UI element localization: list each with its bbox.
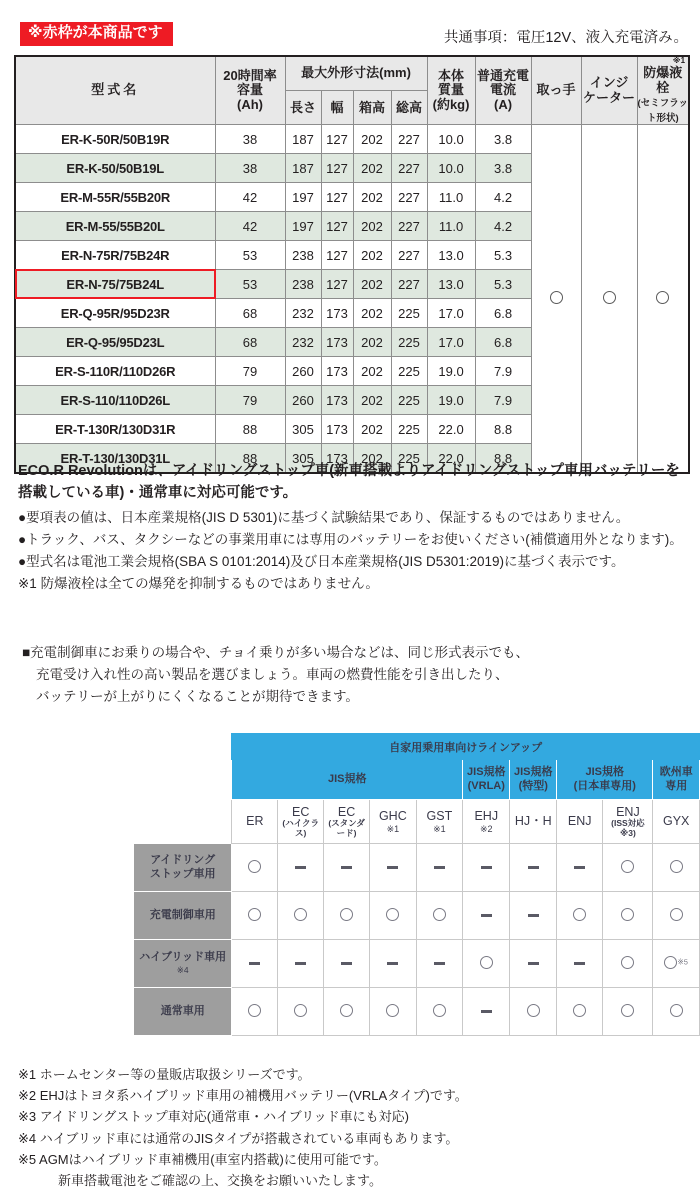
header-indicator-line2: ケーター bbox=[583, 89, 636, 105]
cell-length: 238 bbox=[285, 270, 321, 299]
cell-charge-current: 6.8 bbox=[475, 299, 531, 328]
header-length: 長さ bbox=[285, 91, 321, 125]
circle-mark-icon bbox=[573, 1004, 586, 1017]
dash-mark-icon bbox=[387, 866, 398, 869]
footnotes-block bbox=[18, 1064, 690, 1191]
cell-length: 260 bbox=[285, 386, 321, 415]
lineup-mark-cell bbox=[278, 940, 324, 988]
header-capacity-line2: 容量 bbox=[236, 82, 263, 98]
lineup-mark-cell bbox=[232, 844, 278, 892]
lineup-group-vrla bbox=[463, 760, 510, 800]
cell-indicator-mark bbox=[581, 125, 637, 473]
top-banner-row bbox=[0, 22, 700, 48]
cell-box-height: 202 bbox=[353, 125, 391, 154]
lineup-code-5 bbox=[416, 800, 462, 844]
lineup-mark-cell bbox=[603, 988, 653, 1036]
lineup-mark-cell bbox=[463, 940, 510, 988]
cell-total-height: 227 bbox=[391, 154, 427, 183]
lineup-mark-cell bbox=[324, 988, 370, 1036]
dash-mark-icon bbox=[574, 962, 585, 965]
cell-capacity: 53 bbox=[215, 270, 285, 299]
lineup-group-european-line1: 欧州車 bbox=[659, 766, 693, 779]
lineup-group-row bbox=[134, 760, 700, 800]
spec-note-bullet-3: ●型式名は電池工業会規格(SBA S 0101:2014)及び日本産業規格(JIS D5301:2019)に基づく表示です。 bbox=[18, 553, 625, 569]
lineup-mark-cell bbox=[603, 892, 653, 940]
header-mass-line1: 本体 bbox=[438, 67, 465, 83]
cell-total-height: 227 bbox=[391, 125, 427, 154]
lineup-group-japanese bbox=[557, 760, 653, 800]
dash-mark-icon bbox=[387, 962, 398, 965]
lineup-group-special-line2: (特型) bbox=[518, 779, 548, 792]
cell-total-height: 225 bbox=[391, 357, 427, 386]
circle-mark-icon bbox=[603, 291, 616, 304]
circle-mark-icon bbox=[386, 1004, 399, 1017]
lineup-mark-cell bbox=[370, 844, 417, 892]
lineup-mark-cell bbox=[416, 988, 462, 1036]
lineup-code-7 bbox=[510, 800, 557, 844]
lineup-mark-cell bbox=[653, 940, 700, 988]
cell-capacity: 79 bbox=[215, 357, 285, 386]
lineup-row-label-line1: 通常車用 bbox=[160, 1004, 205, 1017]
circle-mark-icon bbox=[527, 1004, 540, 1017]
header-charge-line1: 普通充電 bbox=[477, 67, 530, 83]
common-spec-note: 共通事項：電圧12V、液入充電済み。 bbox=[443, 30, 688, 46]
cell-box-height: 202 bbox=[353, 183, 391, 212]
circle-mark-icon bbox=[294, 1004, 307, 1017]
lineup-row-label-line1: 充電制御車用 bbox=[149, 908, 216, 921]
circle-mark-icon bbox=[340, 1004, 353, 1017]
cell-width: 173 bbox=[321, 299, 353, 328]
circle-mark-icon bbox=[573, 908, 586, 921]
header-mass bbox=[427, 56, 475, 125]
lineup-code-sub: ※2 bbox=[480, 823, 493, 834]
dash-mark-icon bbox=[574, 866, 585, 869]
dash-mark-icon bbox=[528, 914, 539, 917]
cell-total-height: 225 bbox=[391, 328, 427, 357]
lineup-code-main: ENJ bbox=[616, 804, 640, 819]
eco-r-lead-line1: ECO.R Revolutionは、アイドリングストップ車(新車搭載よりアイドリングストップ車用バッテリーを bbox=[18, 463, 680, 479]
lineup-group-japanese-line1: JIS規格 bbox=[585, 766, 624, 779]
circle-mark-icon bbox=[621, 908, 634, 921]
lineup-code-main: EHJ bbox=[474, 809, 499, 824]
spec-notes-block bbox=[18, 460, 690, 594]
lineup-mark-cell bbox=[324, 844, 370, 892]
charge-control-note-line3: バッテリーが上がりにくくなることが期待できます。 bbox=[36, 688, 359, 704]
charge-control-notes-block bbox=[22, 642, 694, 708]
lineup-row-label bbox=[134, 892, 232, 940]
lineup-row-label bbox=[134, 844, 232, 892]
cell-length: 305 bbox=[285, 444, 321, 473]
cell-capacity: 38 bbox=[215, 154, 285, 183]
lineup-row-label bbox=[134, 988, 232, 1036]
circle-mark-icon bbox=[621, 956, 634, 969]
dash-mark-icon bbox=[295, 866, 306, 869]
cell-total-height: 225 bbox=[391, 415, 427, 444]
cell-handle-mark bbox=[531, 125, 581, 473]
eco-r-lead-text bbox=[18, 460, 690, 505]
lineup-row bbox=[134, 844, 700, 892]
cell-charge-current: 7.9 bbox=[475, 386, 531, 415]
lineup-row-label-line2: ストップ車用 bbox=[149, 867, 216, 880]
cell-box-height: 202 bbox=[353, 444, 391, 473]
header-model-name: 型式名 bbox=[15, 56, 215, 125]
cell-box-height: 202 bbox=[353, 154, 391, 183]
circle-mark-icon bbox=[248, 1004, 261, 1017]
cell-width: 173 bbox=[321, 415, 353, 444]
lineup-code-main: EC bbox=[292, 804, 310, 819]
cell-mass: 13.0 bbox=[427, 241, 475, 270]
lineup-table-container bbox=[133, 733, 700, 1036]
lineup-code-sub: (スタンダード) bbox=[328, 817, 365, 838]
footnote-5: ※5 AGMはハイブリッド車補機用(車室内搭載)に使用可能です。 bbox=[18, 1151, 387, 1167]
lineup-code-main: GST bbox=[426, 809, 453, 824]
lineup-mark-cell bbox=[463, 892, 510, 940]
cell-length: 197 bbox=[285, 183, 321, 212]
cell-length: 232 bbox=[285, 299, 321, 328]
cell-charge-current: 6.8 bbox=[475, 328, 531, 357]
header-explosion-proof-vent bbox=[637, 56, 689, 125]
cell-mass: 19.0 bbox=[427, 357, 475, 386]
lineup-code-8 bbox=[557, 800, 603, 844]
cell-capacity: 79 bbox=[215, 386, 285, 415]
charge-control-note-line2: 充電受け入れ性の高い製品を選びましょう。車両の燃費性能を引き出したり、 bbox=[36, 666, 509, 682]
dash-mark-icon bbox=[481, 1010, 492, 1013]
cell-model-name: ER-M-55/55B20L bbox=[15, 212, 215, 241]
dash-mark-icon bbox=[249, 962, 260, 965]
lineup-row bbox=[134, 940, 700, 988]
header-charge-line2: 電流 bbox=[490, 82, 517, 98]
lineup-code-sub: (ハイクラス) bbox=[282, 817, 320, 838]
dash-mark-icon bbox=[528, 866, 539, 869]
cell-box-height: 202 bbox=[353, 386, 391, 415]
header-box-height: 箱高 bbox=[353, 91, 391, 125]
header-handle: 取っ手 bbox=[531, 56, 581, 125]
circle-mark-icon bbox=[433, 1004, 446, 1017]
cell-mass: 10.0 bbox=[427, 154, 475, 183]
lineup-code-main: ER bbox=[246, 814, 264, 829]
dash-mark-icon bbox=[341, 962, 352, 965]
cell-model-name: ER-K-50/50B19L bbox=[15, 154, 215, 183]
cell-model-name: ER-Q-95/95D23L bbox=[15, 328, 215, 357]
cell-model-name: ER-N-75/75B24L bbox=[15, 270, 215, 299]
circle-mark-icon bbox=[670, 1004, 683, 1017]
dash-mark-icon bbox=[434, 866, 445, 869]
circle-mark-icon bbox=[550, 291, 563, 304]
lineup-code-3 bbox=[324, 800, 370, 844]
lineup-group-european-line2: 専用 bbox=[665, 779, 688, 792]
lineup-code-sub: ※1 bbox=[433, 823, 446, 834]
spec-note-bullet-2: ●トラック、バス、タクシーなどの事業用車には専用のバッテリーをお使いください(補償適用外となります)。 bbox=[18, 531, 683, 547]
lineup-mark-cell bbox=[557, 988, 603, 1036]
lineup-code-main: ENJ bbox=[567, 814, 592, 829]
cell-model-name: ER-S-110/110D26L bbox=[15, 386, 215, 415]
cell-mass: 22.0 bbox=[427, 444, 475, 473]
red-frame-note: ※赤枠が本商品です bbox=[20, 22, 173, 46]
cell-total-height: 225 bbox=[391, 444, 427, 473]
cell-model-name: ER-K-50R/50B19R bbox=[15, 125, 215, 154]
cell-total-height: 227 bbox=[391, 241, 427, 270]
lineup-mark-cell bbox=[324, 940, 370, 988]
lineup-mark-cell bbox=[510, 892, 557, 940]
cell-model-name: ER-M-55R/55B20R bbox=[15, 183, 215, 212]
cell-mass: 17.0 bbox=[427, 299, 475, 328]
footnote-2: ※2 EHJはトヨタ系ハイブリッド車用の補機用バッテリー(VRLAタイプ)です。 bbox=[18, 1088, 468, 1104]
cell-mass: 19.0 bbox=[427, 386, 475, 415]
lineup-row-label-line1: ハイブリッド車用 bbox=[139, 951, 227, 964]
lineup-mark-cell bbox=[370, 892, 417, 940]
dash-mark-icon bbox=[481, 866, 492, 869]
lineup-mark-cell bbox=[653, 892, 700, 940]
spec-note-footnote-1: ※1 防爆液栓は全ての爆発を抑制するものではありません。 bbox=[18, 575, 379, 591]
header-total-height: 総高 bbox=[391, 91, 427, 125]
cell-total-height: 225 bbox=[391, 299, 427, 328]
eco-r-lead-line2: 搭載している車)・通常車に対応可能です。 bbox=[18, 485, 298, 502]
footnote-5-continuation: 新車搭載電池をご確認の上、交換をお願いいたします。 bbox=[58, 1172, 382, 1188]
cell-model-name: ER-T-130/130D31L bbox=[15, 444, 215, 473]
lineup-mark-cell bbox=[603, 844, 653, 892]
lineup-mark-cell bbox=[370, 988, 417, 1036]
circle-mark-icon bbox=[670, 908, 683, 921]
spec-table-container bbox=[14, 55, 688, 474]
cell-capacity: 42 bbox=[215, 183, 285, 212]
lineup-mark-cell bbox=[370, 940, 417, 988]
cell-length: 260 bbox=[285, 357, 321, 386]
lineup-code-6 bbox=[463, 800, 510, 844]
lineup-row bbox=[134, 988, 700, 1036]
circle-mark-icon bbox=[248, 860, 261, 873]
header-mass-line3: (約kg) bbox=[432, 96, 470, 112]
spec-table-body bbox=[15, 125, 689, 473]
lineup-mark-cell bbox=[232, 940, 278, 988]
cell-capacity: 68 bbox=[215, 328, 285, 357]
dash-mark-icon bbox=[528, 962, 539, 965]
lineup-mark-cell bbox=[557, 844, 603, 892]
lineup-code-1 bbox=[232, 800, 278, 844]
lineup-mark-cell bbox=[416, 940, 462, 988]
circle-mark-icon bbox=[386, 908, 399, 921]
table-row bbox=[15, 125, 689, 154]
header-dimensions: 最大外形寸法(mm) bbox=[285, 56, 427, 91]
lineup-code-main: GYX bbox=[663, 814, 690, 829]
cell-box-height: 202 bbox=[353, 212, 391, 241]
circle-mark-icon bbox=[433, 908, 446, 921]
cell-total-height: 225 bbox=[391, 386, 427, 415]
lineup-row-label-line1: アイドリング bbox=[150, 853, 216, 866]
cell-model-name: ER-S-110R/110D26R bbox=[15, 357, 215, 386]
cell-mass: 10.0 bbox=[427, 125, 475, 154]
dash-mark-icon bbox=[481, 914, 492, 917]
lineup-mark-cell bbox=[416, 844, 462, 892]
lineup-mark-cell bbox=[416, 892, 462, 940]
cell-mass: 11.0 bbox=[427, 183, 475, 212]
cell-length: 197 bbox=[285, 212, 321, 241]
lineup-code-sub: (ISS対応 ※3) bbox=[611, 817, 645, 838]
lineup-mark-cell bbox=[603, 940, 653, 988]
cell-width: 127 bbox=[321, 270, 353, 299]
cell-box-height: 202 bbox=[353, 357, 391, 386]
cell-capacity: 53 bbox=[215, 241, 285, 270]
lineup-code-10 bbox=[653, 800, 700, 844]
lineup-table-body bbox=[134, 844, 700, 1036]
cell-width: 127 bbox=[321, 212, 353, 241]
cell-mass: 17.0 bbox=[427, 328, 475, 357]
footnote-3: ※3 アイドリングストップ車対応(通常車・ハイブリッド車にも対応) bbox=[18, 1109, 410, 1125]
spec-note-bullet-1: ●要項表の値は、日本産業規格(JIS D 5301)に基づく試験結果であり、保証するものではありません。 bbox=[18, 509, 630, 525]
lineup-code-sub: ※1 bbox=[386, 823, 400, 834]
cell-width: 173 bbox=[321, 328, 353, 357]
lineup-mark-cell bbox=[278, 892, 324, 940]
cell-mass: 11.0 bbox=[427, 212, 475, 241]
cell-charge-current: 3.8 bbox=[475, 125, 531, 154]
cell-length: 238 bbox=[285, 241, 321, 270]
cell-width: 127 bbox=[321, 183, 353, 212]
lineup-mark-cell bbox=[463, 988, 510, 1036]
lineup-mark-cell bbox=[324, 892, 370, 940]
cell-box-height: 202 bbox=[353, 415, 391, 444]
lineup-code-main: EC bbox=[337, 804, 356, 819]
lineup-code-main: HJ・H bbox=[514, 814, 552, 829]
header-indicator bbox=[581, 56, 637, 125]
cell-vent-mark bbox=[637, 125, 689, 473]
cell-charge-current: 3.8 bbox=[475, 154, 531, 183]
lineup-code-9 bbox=[603, 800, 653, 844]
lineup-title: 自家用乗用車向けラインアップ bbox=[232, 734, 700, 760]
cell-capacity: 68 bbox=[215, 299, 285, 328]
circle-mark-icon bbox=[621, 860, 634, 873]
circle-mark-icon bbox=[480, 956, 493, 969]
cell-charge-current: 4.2 bbox=[475, 183, 531, 212]
cell-width: 127 bbox=[321, 241, 353, 270]
cell-box-height: 202 bbox=[353, 299, 391, 328]
lineup-table-head bbox=[134, 734, 700, 844]
cell-width: 127 bbox=[321, 125, 353, 154]
lineup-code-2 bbox=[278, 800, 324, 844]
cell-length: 187 bbox=[285, 154, 321, 183]
lineup-mark-cell bbox=[463, 844, 510, 892]
lineup-group-japanese-line2: (日本車専用) bbox=[573, 779, 636, 792]
circle-mark-icon bbox=[248, 908, 261, 921]
cell-charge-current: 5.3 bbox=[475, 241, 531, 270]
header-capacity-line3: (Ah) bbox=[237, 96, 263, 112]
cell-mass: 13.0 bbox=[427, 270, 475, 299]
lineup-mark-footnote: ※5 bbox=[677, 956, 688, 966]
lineup-row-label-footnote: ※4 bbox=[176, 965, 189, 976]
lineup-group-vrla-line1: JIS規格 bbox=[467, 766, 506, 779]
circle-mark-icon bbox=[656, 291, 669, 304]
lineup-mark-cell bbox=[510, 988, 557, 1036]
cell-charge-current: 4.2 bbox=[475, 212, 531, 241]
spec-header-row-1 bbox=[15, 56, 689, 91]
cell-model-name: ER-N-75R/75B24R bbox=[15, 241, 215, 270]
circle-mark-icon bbox=[294, 908, 307, 921]
cell-capacity: 88 bbox=[215, 415, 285, 444]
cell-charge-current: 7.9 bbox=[475, 357, 531, 386]
lineup-mark-cell bbox=[557, 940, 603, 988]
lineup-mark-cell bbox=[232, 988, 278, 1036]
cell-length: 187 bbox=[285, 125, 321, 154]
cell-width: 127 bbox=[321, 154, 353, 183]
dash-mark-icon bbox=[434, 962, 445, 965]
lineup-group-vrla-line2: (VRLA) bbox=[467, 779, 505, 792]
header-charge-line3: (A) bbox=[494, 96, 513, 112]
header-vent-line2: (セミフラット形状) bbox=[637, 98, 689, 124]
lineup-mark-cell bbox=[510, 940, 557, 988]
cell-length: 232 bbox=[285, 328, 321, 357]
lineup-table bbox=[133, 733, 700, 1036]
footnote-4: ※4 ハイブリッド車には通常のJISタイプが搭載されている車両もあります。 bbox=[18, 1130, 459, 1146]
dash-mark-icon bbox=[295, 962, 306, 965]
cell-charge-current: 8.8 bbox=[475, 444, 531, 473]
header-width: 幅 bbox=[321, 91, 353, 125]
circle-mark-icon bbox=[621, 1004, 634, 1017]
lineup-row bbox=[134, 892, 700, 940]
circle-mark-icon bbox=[670, 860, 683, 873]
red-highlight-frame bbox=[15, 269, 216, 299]
footnote-1: ※1 ホームセンター等の量販店取扱シリーズです。 bbox=[18, 1067, 311, 1082]
lineup-mark-cell bbox=[653, 988, 700, 1036]
cell-length: 305 bbox=[285, 415, 321, 444]
cell-charge-current: 5.3 bbox=[475, 270, 531, 299]
lineup-code-main: GHC bbox=[378, 809, 407, 824]
cell-total-height: 227 bbox=[391, 270, 427, 299]
cell-charge-current: 8.8 bbox=[475, 415, 531, 444]
lineup-code-4 bbox=[370, 800, 417, 844]
cell-width: 173 bbox=[321, 444, 353, 473]
lineup-row-label bbox=[134, 940, 232, 988]
lineup-group-special bbox=[510, 760, 557, 800]
cell-capacity: 88 bbox=[215, 444, 285, 473]
cell-box-height: 202 bbox=[353, 270, 391, 299]
lineup-mark-cell bbox=[510, 844, 557, 892]
cell-width: 173 bbox=[321, 386, 353, 415]
cell-box-height: 202 bbox=[353, 328, 391, 357]
header-charge-current bbox=[475, 56, 531, 125]
lineup-group-jis: JIS規格 bbox=[232, 760, 463, 800]
lineup-mark-cell bbox=[278, 988, 324, 1036]
dash-mark-icon bbox=[341, 866, 352, 869]
lineup-mark-cell bbox=[278, 844, 324, 892]
lineup-group-european bbox=[653, 760, 700, 800]
lineup-mark-cell bbox=[557, 892, 603, 940]
cell-total-height: 227 bbox=[391, 183, 427, 212]
header-indicator-line1: インジ bbox=[589, 75, 629, 91]
battery-spec-table bbox=[14, 55, 690, 474]
header-vent-line1: 防爆液栓 bbox=[643, 65, 683, 95]
lineup-mark-cell bbox=[653, 844, 700, 892]
cell-model-name: ER-Q-95R/95D23R bbox=[15, 299, 215, 328]
lineup-mark-cell bbox=[232, 892, 278, 940]
lineup-group-special-line1: JIS規格 bbox=[513, 766, 553, 779]
cell-width: 173 bbox=[321, 357, 353, 386]
spec-table-head bbox=[15, 56, 689, 125]
circle-mark-icon bbox=[664, 956, 677, 969]
header-capacity bbox=[215, 56, 285, 125]
cell-total-height: 227 bbox=[391, 212, 427, 241]
header-capacity-line1: 20時間率 bbox=[223, 67, 277, 83]
cell-capacity: 42 bbox=[215, 212, 285, 241]
cell-mass: 22.0 bbox=[427, 415, 475, 444]
circle-mark-icon bbox=[340, 908, 353, 921]
cell-model-name: ER-T-130R/130D31R bbox=[15, 415, 215, 444]
cell-capacity: 38 bbox=[215, 125, 285, 154]
lineup-code-row bbox=[134, 800, 700, 844]
lineup-title-row bbox=[134, 734, 700, 760]
header-vent-footnote-mark: ※1 bbox=[672, 56, 686, 65]
cell-box-height: 202 bbox=[353, 241, 391, 270]
charge-control-note-line1: ■充電制御車にお乗りの場合や、チョイ乗りが多い場合などは、同じ形式表示でも、 bbox=[22, 645, 529, 660]
header-mass-line2: 質量 bbox=[438, 82, 465, 98]
